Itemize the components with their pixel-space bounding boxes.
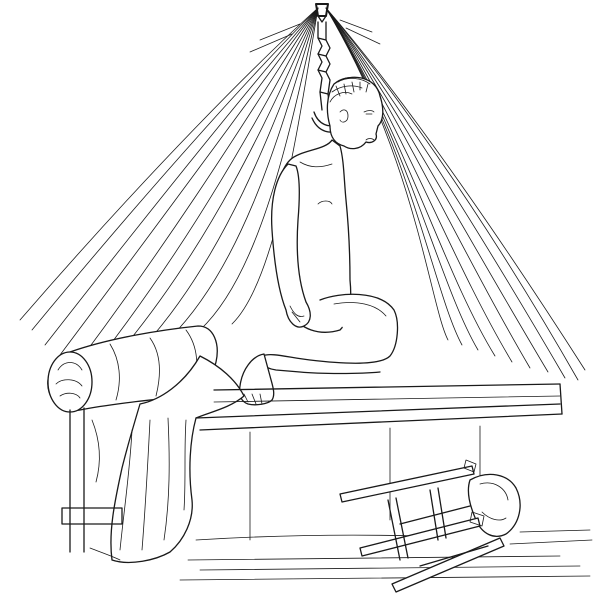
canopy-curtain-left [20, 8, 318, 360]
figure-head [327, 77, 382, 148]
overturned-stool [340, 460, 520, 592]
hook [316, 4, 328, 22]
